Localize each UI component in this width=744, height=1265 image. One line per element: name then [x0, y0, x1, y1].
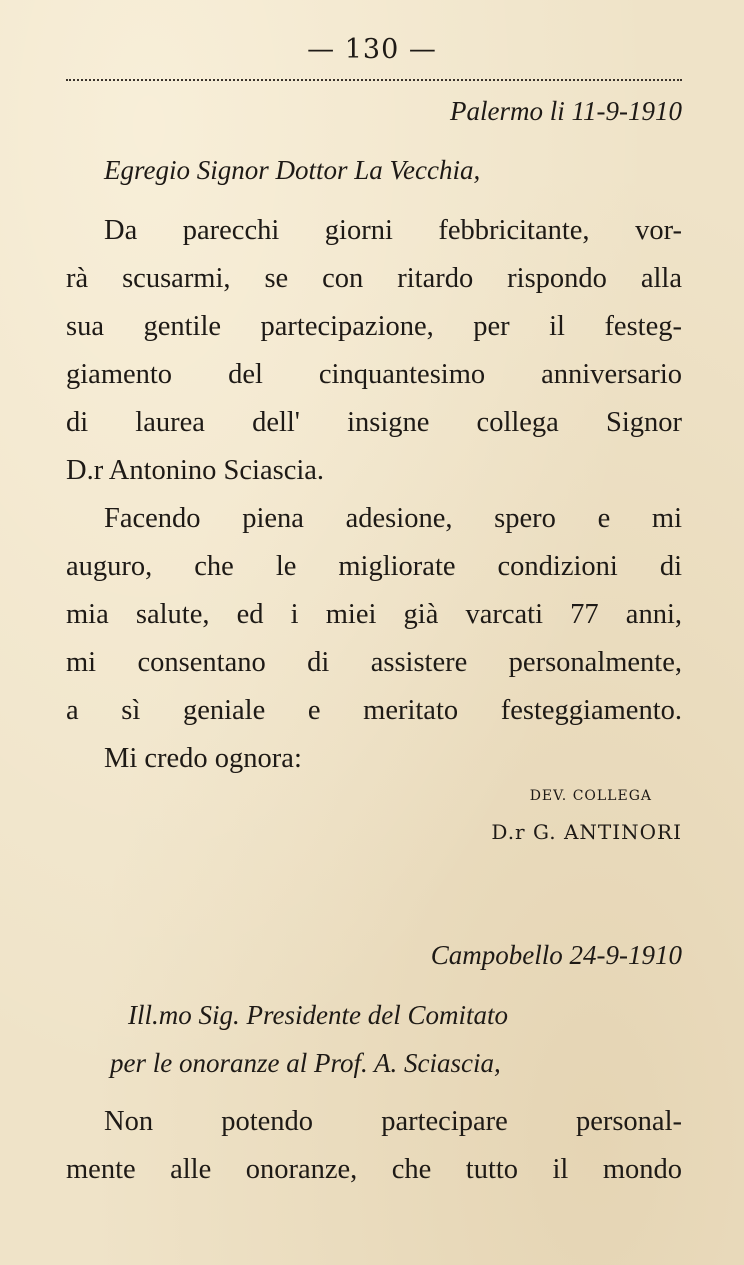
text-line: auguro, che le migliorate condizioni di: [66, 551, 682, 582]
letter1-closing-block: [66, 735, 682, 783]
text-line: Da parecchi giorni febbricitante, vor-: [104, 215, 682, 246]
letter2-paragraph-1: [66, 1098, 682, 1194]
text-line: D.r Antonino Sciascia.: [66, 455, 325, 486]
letter2-salutation-line2: per le onoranze al Prof. A. Sciascia,: [110, 1048, 501, 1078]
text-line: di laurea dell' insigne collega Signor: [66, 407, 682, 438]
text-line: giamento del cinquantesimo anniversario: [66, 359, 682, 390]
text-line: sua gentile partecipazione, per il festeg-: [66, 311, 682, 342]
text-line: Facendo piena adesione, spero e mi: [104, 503, 682, 534]
letter1-signoff-title: DEV. COLLEGA: [529, 788, 652, 804]
text-line: Non potendo partecipare personal-: [104, 1106, 682, 1137]
text-line: mente alle onoranze, che tutto il mondo: [66, 1154, 682, 1185]
text-line: a sì geniale e meritato festeggiamento.: [66, 695, 682, 726]
letter2-salutation-line1: Ill.mo Sig. Presidente del Comitato: [128, 1000, 508, 1030]
letter1-salutation: Egregio Signor Dottor La Vecchia,: [104, 155, 481, 185]
text-line: mia salute, ed i miei già varcati 77 anni,: [66, 599, 682, 630]
page-number: — 130 —: [307, 34, 437, 65]
letter1-place-date: Palermo li 11-9-1910: [450, 96, 682, 126]
text-line: mi consentano di assistere personalmente,: [66, 647, 682, 678]
header-dotted-rule: [66, 79, 682, 81]
letter1-paragraph-1: [66, 207, 682, 495]
letter1-paragraph-2: [66, 495, 682, 735]
letter1-signoff-name: D.r G. ANTINORI: [491, 820, 682, 844]
text-line: rà scusarmi, se con ritardo rispondo alla: [66, 263, 682, 294]
letter2-place-date: Campobello 24-9-1910: [430, 940, 682, 970]
letter1-closing: Mi credo ognora:: [104, 743, 302, 774]
